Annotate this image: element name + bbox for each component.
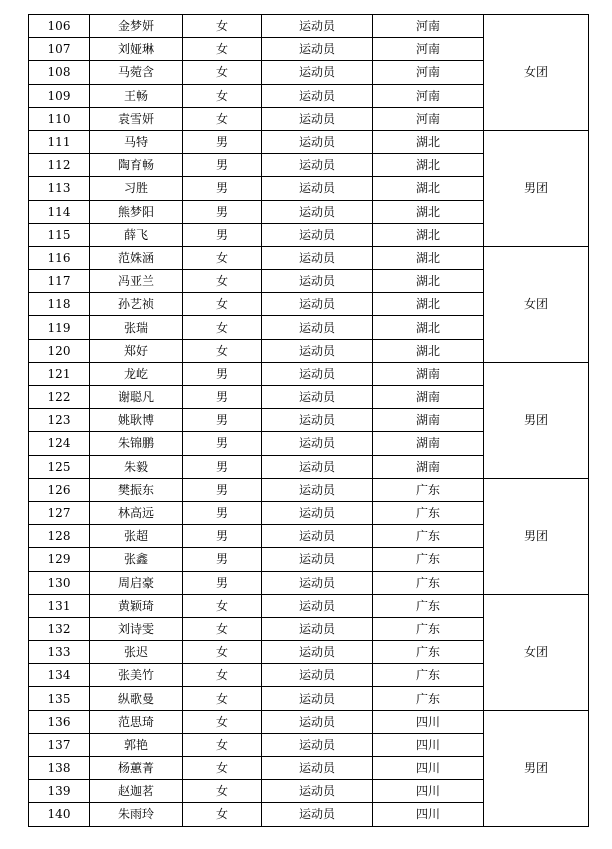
province-cell: 湖北 — [373, 316, 484, 339]
athlete-name: 张瑞 — [90, 316, 183, 339]
gender-cell: 女 — [183, 664, 262, 687]
role-cell: 运动员 — [262, 594, 373, 617]
role-cell: 运动员 — [262, 710, 373, 733]
row-number: 135 — [29, 687, 90, 710]
province-cell: 广东 — [373, 548, 484, 571]
athlete-name: 陶育畅 — [90, 154, 183, 177]
row-number: 132 — [29, 617, 90, 640]
province-cell: 四川 — [373, 780, 484, 803]
athlete-name: 周启豪 — [90, 571, 183, 594]
table-row — [29, 710, 589, 733]
gender-cell: 女 — [183, 594, 262, 617]
province-cell: 湖北 — [373, 154, 484, 177]
province-cell: 广东 — [373, 687, 484, 710]
gender-cell: 女 — [183, 339, 262, 362]
row-number: 119 — [29, 316, 90, 339]
athlete-name: 张美竹 — [90, 664, 183, 687]
role-cell: 运动员 — [262, 757, 373, 780]
role-cell: 运动员 — [262, 525, 373, 548]
gender-cell: 男 — [183, 571, 262, 594]
athlete-name: 纵歌曼 — [90, 687, 183, 710]
province-cell: 四川 — [373, 803, 484, 826]
row-number: 120 — [29, 339, 90, 362]
team-cell: 女团 — [484, 594, 589, 710]
province-cell: 河南 — [373, 61, 484, 84]
row-number: 116 — [29, 246, 90, 269]
table-row — [29, 246, 589, 269]
row-number: 130 — [29, 571, 90, 594]
role-cell: 运动员 — [262, 478, 373, 501]
table-row — [29, 130, 589, 153]
role-cell: 运动员 — [262, 316, 373, 339]
athlete-name: 马菀含 — [90, 61, 183, 84]
province-cell: 河南 — [373, 38, 484, 61]
province-cell: 湖北 — [373, 177, 484, 200]
athlete-name: 金梦妍 — [90, 15, 183, 38]
gender-cell: 男 — [183, 130, 262, 153]
row-number: 138 — [29, 757, 90, 780]
role-cell: 运动员 — [262, 733, 373, 756]
province-cell: 湖北 — [373, 339, 484, 362]
province-cell: 广东 — [373, 664, 484, 687]
row-number: 108 — [29, 61, 90, 84]
athlete-name: 朱雨玲 — [90, 803, 183, 826]
role-cell: 运动员 — [262, 38, 373, 61]
province-cell: 广东 — [373, 478, 484, 501]
province-cell: 广东 — [373, 571, 484, 594]
team-cell: 女团 — [484, 15, 589, 131]
role-cell: 运动员 — [262, 339, 373, 362]
role-cell: 运动员 — [262, 803, 373, 826]
roster-table — [28, 14, 589, 827]
gender-cell: 男 — [183, 478, 262, 501]
athlete-name: 林高远 — [90, 501, 183, 524]
gender-cell: 男 — [183, 525, 262, 548]
province-cell: 广东 — [373, 525, 484, 548]
role-cell: 运动员 — [262, 270, 373, 293]
athlete-name: 龙屹 — [90, 362, 183, 385]
team-cell: 男团 — [484, 710, 589, 826]
gender-cell: 男 — [183, 177, 262, 200]
row-number: 122 — [29, 386, 90, 409]
row-number: 125 — [29, 455, 90, 478]
role-cell: 运动员 — [262, 548, 373, 571]
athlete-name: 刘诗雯 — [90, 617, 183, 640]
role-cell: 运动员 — [262, 246, 373, 269]
athlete-name: 薛飞 — [90, 223, 183, 246]
gender-cell: 男 — [183, 223, 262, 246]
row-number: 123 — [29, 409, 90, 432]
province-cell: 湖北 — [373, 200, 484, 223]
athlete-name: 张迟 — [90, 641, 183, 664]
row-number: 114 — [29, 200, 90, 223]
athlete-name: 朱锦鹏 — [90, 432, 183, 455]
gender-cell: 女 — [183, 617, 262, 640]
row-number: 118 — [29, 293, 90, 316]
gender-cell: 女 — [183, 641, 262, 664]
gender-cell: 女 — [183, 84, 262, 107]
athlete-name: 习胜 — [90, 177, 183, 200]
table-row — [29, 478, 589, 501]
table-row — [29, 362, 589, 385]
team-cell: 男团 — [484, 362, 589, 478]
gender-cell: 女 — [183, 38, 262, 61]
row-number: 124 — [29, 432, 90, 455]
province-cell: 湖北 — [373, 270, 484, 293]
gender-cell: 女 — [183, 246, 262, 269]
athlete-name: 郑好 — [90, 339, 183, 362]
gender-cell: 女 — [183, 293, 262, 316]
role-cell: 运动员 — [262, 687, 373, 710]
gender-cell: 女 — [183, 316, 262, 339]
athlete-name: 谢聪凡 — [90, 386, 183, 409]
team-cell: 男团 — [484, 130, 589, 246]
province-cell: 湖南 — [373, 455, 484, 478]
province-cell: 湖北 — [373, 246, 484, 269]
gender-cell: 男 — [183, 432, 262, 455]
province-cell: 广东 — [373, 501, 484, 524]
province-cell: 湖北 — [373, 223, 484, 246]
role-cell: 运动员 — [262, 362, 373, 385]
row-number: 112 — [29, 154, 90, 177]
gender-cell: 女 — [183, 757, 262, 780]
province-cell: 河南 — [373, 107, 484, 130]
row-number: 117 — [29, 270, 90, 293]
gender-cell: 女 — [183, 270, 262, 293]
athlete-name: 张超 — [90, 525, 183, 548]
gender-cell: 男 — [183, 455, 262, 478]
row-number: 129 — [29, 548, 90, 571]
province-cell: 湖南 — [373, 362, 484, 385]
row-number: 128 — [29, 525, 90, 548]
role-cell: 运动员 — [262, 293, 373, 316]
gender-cell: 男 — [183, 409, 262, 432]
row-number: 136 — [29, 710, 90, 733]
table-row — [29, 594, 589, 617]
table-row — [29, 15, 589, 38]
athlete-name: 熊梦阳 — [90, 200, 183, 223]
athlete-name: 朱毅 — [90, 455, 183, 478]
team-cell: 男团 — [484, 478, 589, 594]
row-number: 115 — [29, 223, 90, 246]
gender-cell: 女 — [183, 803, 262, 826]
row-number: 126 — [29, 478, 90, 501]
gender-cell: 男 — [183, 548, 262, 571]
row-number: 127 — [29, 501, 90, 524]
row-number: 131 — [29, 594, 90, 617]
row-number: 106 — [29, 15, 90, 38]
province-cell: 湖南 — [373, 409, 484, 432]
province-cell: 广东 — [373, 594, 484, 617]
gender-cell: 男 — [183, 154, 262, 177]
gender-cell: 女 — [183, 107, 262, 130]
role-cell: 运动员 — [262, 664, 373, 687]
province-cell: 四川 — [373, 733, 484, 756]
gender-cell: 男 — [183, 386, 262, 409]
role-cell: 运动员 — [262, 130, 373, 153]
athlete-name: 马特 — [90, 130, 183, 153]
role-cell: 运动员 — [262, 15, 373, 38]
gender-cell: 女 — [183, 710, 262, 733]
athlete-name: 杨蕙菁 — [90, 757, 183, 780]
athlete-name: 范姝涵 — [90, 246, 183, 269]
role-cell: 运动员 — [262, 409, 373, 432]
athlete-name: 王畅 — [90, 84, 183, 107]
athlete-name: 刘娅琳 — [90, 38, 183, 61]
role-cell: 运动员 — [262, 223, 373, 246]
row-number: 139 — [29, 780, 90, 803]
role-cell: 运动员 — [262, 107, 373, 130]
role-cell: 运动员 — [262, 432, 373, 455]
province-cell: 广东 — [373, 641, 484, 664]
athlete-name: 姚耿博 — [90, 409, 183, 432]
team-cell: 女团 — [484, 246, 589, 362]
role-cell: 运动员 — [262, 200, 373, 223]
role-cell: 运动员 — [262, 386, 373, 409]
province-cell: 湖南 — [373, 386, 484, 409]
province-cell: 河南 — [373, 15, 484, 38]
roster-body — [29, 15, 589, 827]
gender-cell: 女 — [183, 15, 262, 38]
province-cell: 广东 — [373, 617, 484, 640]
gender-cell: 女 — [183, 61, 262, 84]
row-number: 110 — [29, 107, 90, 130]
gender-cell: 男 — [183, 362, 262, 385]
province-cell: 湖南 — [373, 432, 484, 455]
row-number: 109 — [29, 84, 90, 107]
province-cell: 四川 — [373, 757, 484, 780]
athlete-name: 赵迦茗 — [90, 780, 183, 803]
role-cell: 运动员 — [262, 641, 373, 664]
province-cell: 湖北 — [373, 130, 484, 153]
role-cell: 运动员 — [262, 84, 373, 107]
row-number: 134 — [29, 664, 90, 687]
row-number: 140 — [29, 803, 90, 826]
row-number: 133 — [29, 641, 90, 664]
row-number: 111 — [29, 130, 90, 153]
athlete-name: 袁雪妍 — [90, 107, 183, 130]
role-cell: 运动员 — [262, 617, 373, 640]
role-cell: 运动员 — [262, 780, 373, 803]
role-cell: 运动员 — [262, 154, 373, 177]
row-number: 121 — [29, 362, 90, 385]
athlete-name: 郭艳 — [90, 733, 183, 756]
gender-cell: 男 — [183, 501, 262, 524]
row-number: 137 — [29, 733, 90, 756]
role-cell: 运动员 — [262, 455, 373, 478]
gender-cell: 女 — [183, 780, 262, 803]
province-cell: 四川 — [373, 710, 484, 733]
role-cell: 运动员 — [262, 501, 373, 524]
gender-cell: 男 — [183, 200, 262, 223]
gender-cell: 女 — [183, 733, 262, 756]
province-cell: 河南 — [373, 84, 484, 107]
athlete-name: 范思琦 — [90, 710, 183, 733]
province-cell: 湖北 — [373, 293, 484, 316]
row-number: 113 — [29, 177, 90, 200]
role-cell: 运动员 — [262, 61, 373, 84]
role-cell: 运动员 — [262, 571, 373, 594]
athlete-name: 樊振东 — [90, 478, 183, 501]
athlete-name: 张鑫 — [90, 548, 183, 571]
row-number: 107 — [29, 38, 90, 61]
athlete-name: 冯亚兰 — [90, 270, 183, 293]
gender-cell: 女 — [183, 687, 262, 710]
role-cell: 运动员 — [262, 177, 373, 200]
athlete-name: 孙艺祯 — [90, 293, 183, 316]
athlete-name: 黄颖琦 — [90, 594, 183, 617]
